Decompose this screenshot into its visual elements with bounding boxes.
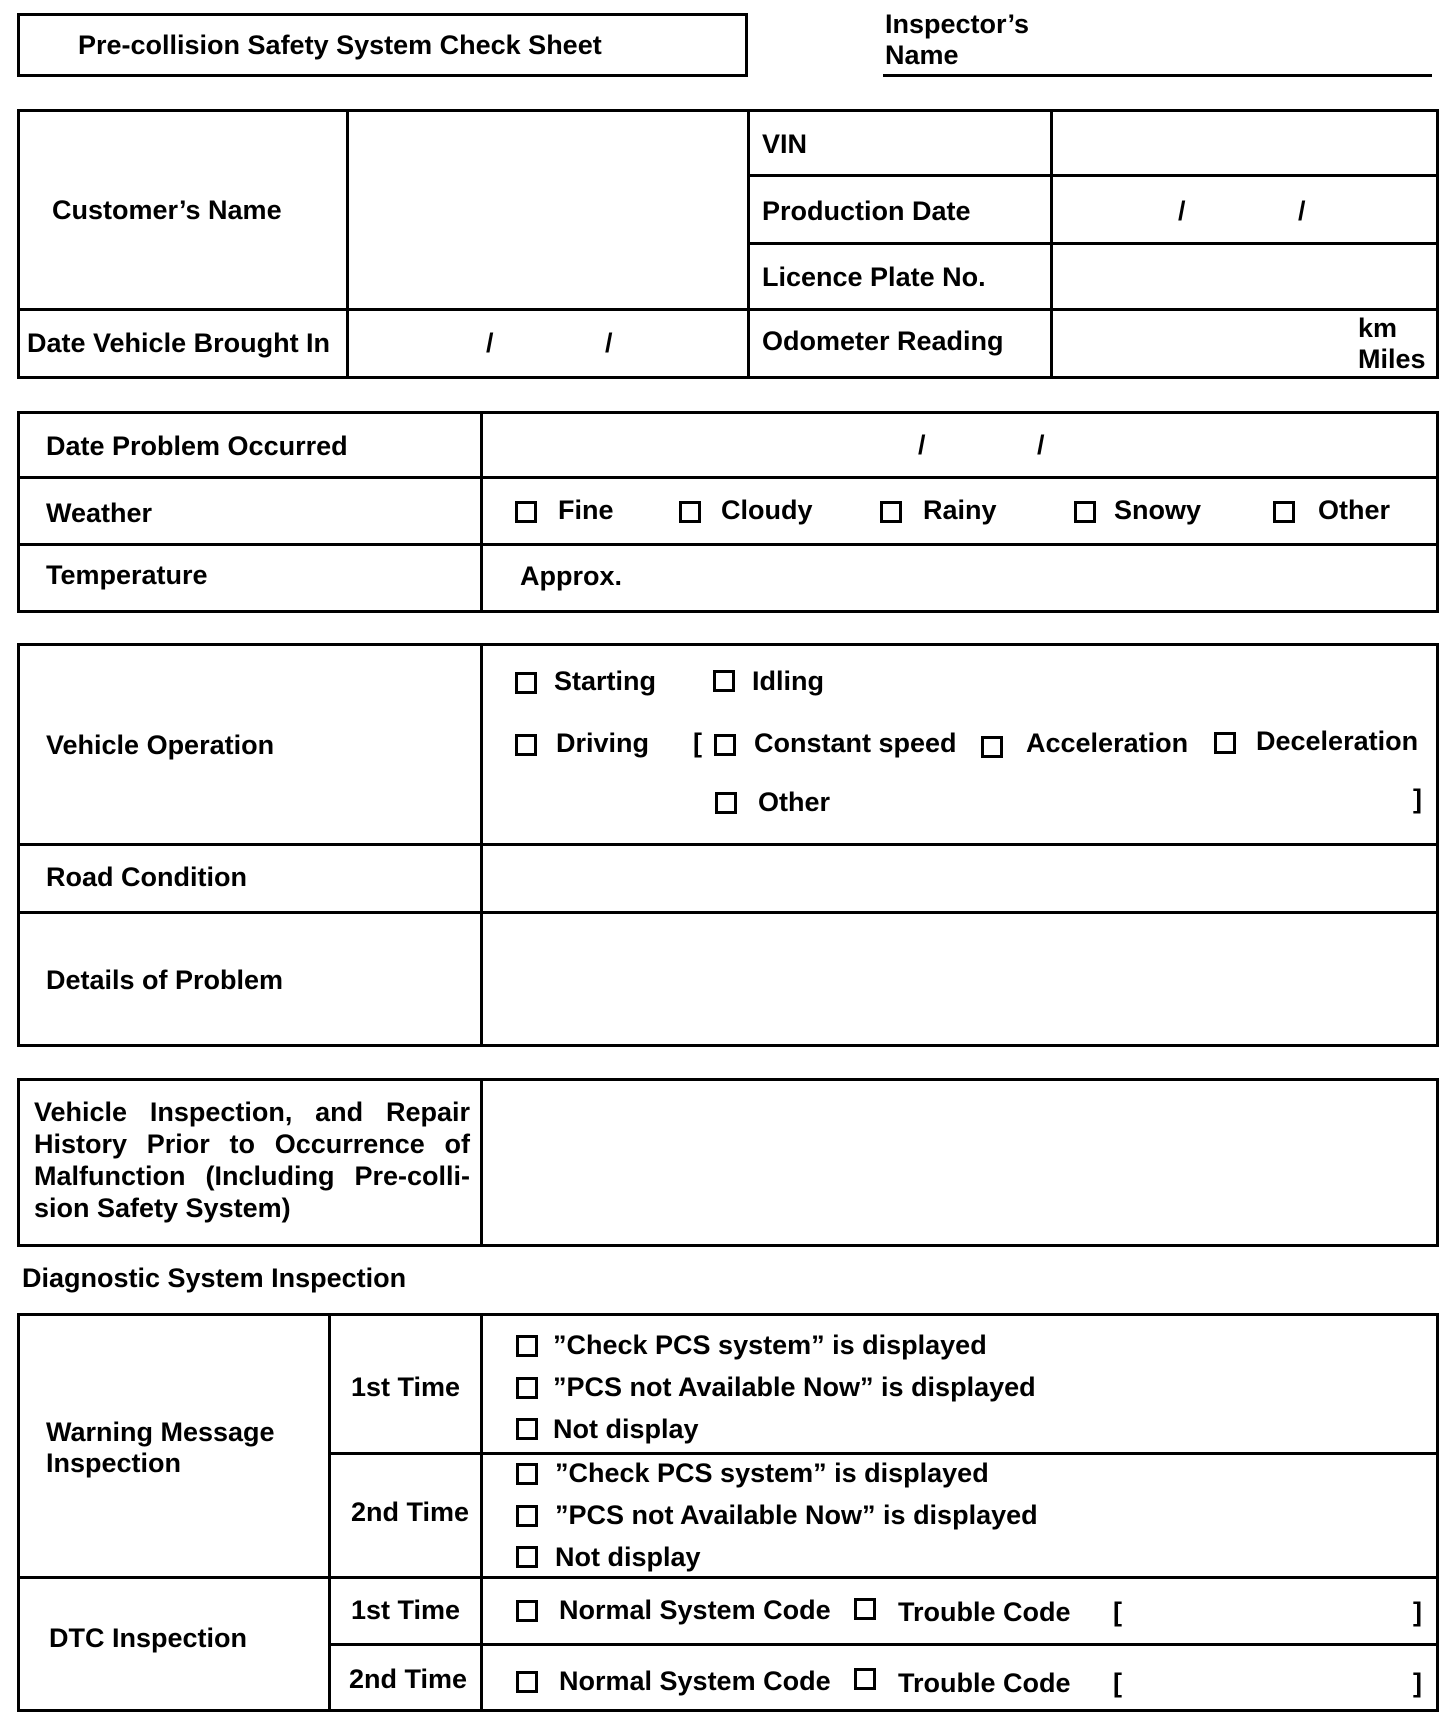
bracket-close: ] bbox=[1413, 1597, 1422, 1627]
idling-checkbox[interactable] bbox=[713, 670, 735, 692]
warning1-not-display-label: Not display bbox=[553, 1414, 699, 1444]
dtc-first-time-label: 1st Time bbox=[351, 1595, 461, 1625]
warning1-not-available-checkbox[interactable] bbox=[516, 1377, 538, 1399]
weather-cloudy-checkbox[interactable] bbox=[679, 501, 701, 523]
inspector-name-label: Inspector’s bbox=[885, 9, 1030, 39]
warning2-not-display-label: Not display bbox=[555, 1542, 701, 1572]
date-problem-occurred-field[interactable] bbox=[484, 414, 1436, 475]
date-separator: / bbox=[486, 328, 494, 358]
weather-rainy-checkbox[interactable] bbox=[880, 501, 902, 523]
dtc1-trouble-label: Trouble Code bbox=[898, 1597, 1071, 1627]
bracket-open: [ bbox=[693, 728, 702, 758]
weather-other-checkbox[interactable] bbox=[1273, 501, 1295, 523]
date-separator: / bbox=[1298, 196, 1306, 226]
warning1-not-available-label: ”PCS not Available Now” is displayed bbox=[553, 1372, 1036, 1402]
inspector-name-label-2: Name bbox=[885, 40, 959, 70]
page-title: Pre-collision Safety System Check Sheet bbox=[78, 30, 602, 60]
dtc1-trouble-checkbox[interactable] bbox=[854, 1598, 876, 1620]
weather-fine-checkbox[interactable] bbox=[515, 501, 537, 523]
weather-other-label: Other bbox=[1318, 495, 1391, 525]
weather-fine-label: Fine bbox=[558, 495, 614, 525]
warning1-check-pcs-label: ”Check PCS system” is displayed bbox=[553, 1330, 987, 1360]
date-separator: / bbox=[918, 430, 926, 460]
odometer-label: Odometer Reading bbox=[762, 326, 1004, 356]
licence-plate-field[interactable] bbox=[1054, 245, 1436, 307]
weather-label: Weather bbox=[46, 498, 153, 528]
weather-snowy-label: Snowy bbox=[1114, 495, 1202, 525]
constant-speed-label: Constant speed bbox=[754, 728, 957, 758]
date-separator: / bbox=[1178, 196, 1186, 226]
dtc2-trouble-label: Trouble Code bbox=[898, 1668, 1071, 1698]
warning1-check-pcs-checkbox[interactable] bbox=[516, 1335, 538, 1357]
repair-history-field[interactable] bbox=[484, 1081, 1436, 1244]
acceleration-label: Acceleration bbox=[1026, 728, 1189, 758]
dtc2-trouble-checkbox[interactable] bbox=[854, 1668, 876, 1690]
vin-label: VIN bbox=[762, 129, 808, 159]
customer-name-field[interactable] bbox=[350, 112, 746, 307]
production-date-label: Production Date bbox=[762, 196, 971, 226]
deceleration-label: Deceleration bbox=[1256, 726, 1419, 756]
bracket-close: ] bbox=[1413, 784, 1422, 814]
dtc1-trouble-code-field[interactable] bbox=[1130, 1586, 1410, 1638]
production-date-field[interactable] bbox=[1054, 178, 1436, 241]
warning2-check-pcs-checkbox[interactable] bbox=[516, 1463, 538, 1485]
odometer-unit-km: km bbox=[1358, 313, 1398, 343]
warning2-not-available-checkbox[interactable] bbox=[516, 1505, 538, 1527]
date-brought-in-field[interactable] bbox=[350, 312, 746, 376]
operation-other-checkbox[interactable] bbox=[715, 792, 737, 814]
temperature-field[interactable] bbox=[640, 547, 1436, 610]
road-condition-label: Road Condition bbox=[46, 862, 247, 892]
starting-checkbox[interactable] bbox=[515, 672, 537, 694]
warning-second-time-label: 2nd Time bbox=[351, 1497, 470, 1527]
inspector-name-field[interactable] bbox=[883, 74, 1432, 77]
customer-name-label: Customer’s Name bbox=[52, 195, 282, 225]
warning-message-label-2: Inspection bbox=[46, 1448, 182, 1478]
repair-history-label: Vehicle Inspection, and Repair History Prior to Occurrence of Malfunction (Including Pre-colli- sion Safety System) bbox=[34, 1097, 470, 1223]
date-separator: / bbox=[605, 328, 613, 358]
details-of-problem-label: Details of Problem bbox=[46, 965, 284, 995]
details-of-problem-field[interactable] bbox=[484, 915, 1436, 1044]
driving-checkbox[interactable] bbox=[515, 734, 537, 756]
weather-snowy-checkbox[interactable] bbox=[1074, 501, 1096, 523]
constant-speed-checkbox[interactable] bbox=[714, 734, 736, 756]
acceleration-checkbox[interactable] bbox=[981, 736, 1003, 758]
road-condition-field[interactable] bbox=[484, 847, 1436, 910]
idling-label: Idling bbox=[752, 666, 824, 696]
weather-rainy-label: Rainy bbox=[923, 495, 997, 525]
warning2-not-display-checkbox[interactable] bbox=[516, 1546, 538, 1568]
diagnostic-section-title: Diagnostic System Inspection bbox=[22, 1263, 407, 1293]
weather-cloudy-label: Cloudy bbox=[721, 495, 813, 525]
dtc-inspection-label: DTC Inspection bbox=[49, 1623, 248, 1653]
warning2-not-available-label: ”PCS not Available Now” is displayed bbox=[555, 1500, 1038, 1530]
vin-field[interactable] bbox=[1054, 112, 1436, 173]
dtc1-normal-label: Normal System Code bbox=[559, 1595, 831, 1625]
operation-other-label: Other bbox=[758, 787, 831, 817]
dtc-second-time-label: 2nd Time bbox=[349, 1664, 468, 1694]
date-separator: / bbox=[1037, 430, 1045, 460]
odometer-unit-miles: Miles bbox=[1358, 344, 1426, 374]
warning-first-time-label: 1st Time bbox=[351, 1372, 461, 1402]
starting-label: Starting bbox=[554, 666, 657, 696]
dtc2-normal-label: Normal System Code bbox=[559, 1666, 831, 1696]
dtc2-trouble-code-field[interactable] bbox=[1130, 1652, 1410, 1707]
deceleration-checkbox[interactable] bbox=[1214, 732, 1236, 754]
date-brought-in-label: Date Vehicle Brought In bbox=[27, 328, 331, 358]
warning2-check-pcs-label: ”Check PCS system” is displayed bbox=[555, 1458, 989, 1488]
temperature-value: Approx. bbox=[520, 561, 623, 591]
date-problem-occurred-label: Date Problem Occurred bbox=[46, 431, 348, 461]
driving-label: Driving bbox=[556, 728, 650, 758]
dtc1-normal-checkbox[interactable] bbox=[516, 1600, 538, 1622]
vehicle-operation-label: Vehicle Operation bbox=[46, 730, 275, 760]
bracket-open: [ bbox=[1113, 1668, 1122, 1698]
dtc2-normal-checkbox[interactable] bbox=[516, 1671, 538, 1693]
odometer-field[interactable] bbox=[1054, 312, 1354, 376]
bracket-open: [ bbox=[1113, 1597, 1122, 1627]
bracket-close: ] bbox=[1413, 1668, 1422, 1698]
temperature-label: Temperature bbox=[46, 560, 208, 590]
licence-plate-label: Licence Plate No. bbox=[762, 262, 986, 292]
warning1-not-display-checkbox[interactable] bbox=[516, 1418, 538, 1440]
warning-message-label: Warning Message bbox=[46, 1417, 275, 1447]
